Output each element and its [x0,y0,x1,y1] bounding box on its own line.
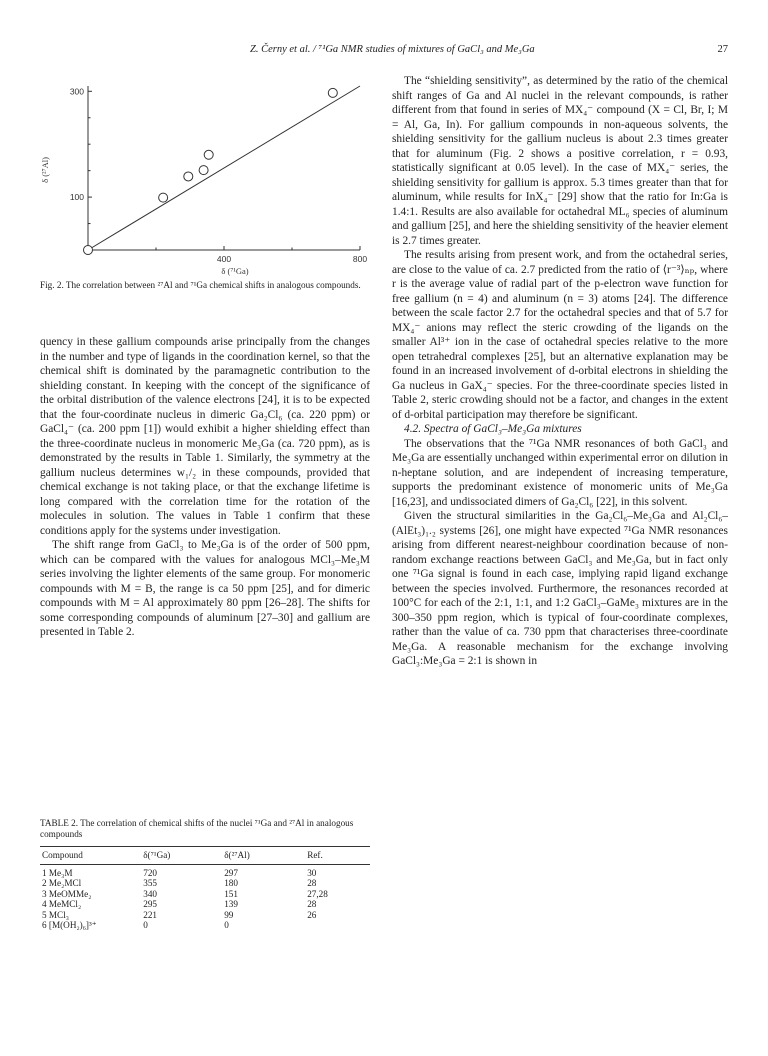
table-cell: 27,28 [307,888,328,899]
data-point [184,172,193,181]
right-paragraph-1: The “shielding sensitivity”, as determined by the ratio of the chemical shift ranges of Ga and Al nuclei in the relevant compounds, is rather different from that found in series of MX₄⁻ compound (X = Cl, Br, I; M = Al, Ga, In). For gallium compounds in non-aqueous solvents, the shielding sensitivity for the gallium nucleus is about 2.3 times greater that for aluminum (Fig. 2 shows a positive correlation, r = 0.93, statistically significant at 0.05 level). In the case of MX₄⁻ series, the shielding sensitivity for gallium is approx. 5.3 times greater than that for aluminum, while results for InX₄⁻ [29] show that the ratio for In:Ga is 1.4:1. Results are also available for octahedral ML₆ species of aluminum and gallium [25], and here the shielding sensitivity of the heavier element is 2.7 times greater. [392,75,728,247]
y-axis-label: δ (²⁷Al) [40,157,50,183]
table-cell: 28 [307,878,317,888]
correlation-chart [40,78,370,278]
table-cell: 4 MeMCl₂ [42,899,82,909]
table-cell: 355 [143,878,157,888]
column-header: Compound [42,850,83,860]
table-2 [40,818,370,934]
table-cell: 139 [224,899,238,909]
data-point [204,150,213,159]
column-header: δ(⁷¹Ga) [143,850,171,860]
table-row [40,864,370,878]
y-tick-label: 100 [69,192,84,203]
fit-line [88,86,360,250]
data-point [84,246,93,255]
table-cell: 28 [307,899,317,909]
right-paragraph-4: Given the structural similarities in the Ga₂Cl₆–Me₃Ga and Al₂Cl₆–(AlEt₃)₁.₂ systems [26], one might have expected ⁷¹Ga NMR resonances arising from different nearest-neighbour coordination because of non-random exchange reactions between GaCl₃ and Me₃Ga, but in fact only one ⁷¹Ga signal is found in each case, implying rapid ligand exchange between the species involved. Furthermore, the resonances recorded at 100°C for each of the 2:1, 1:1, and 1:2 GaCl₃–GaMe₃ mixtures are in the 300–350 ppm region, which is typical of four-coordinate complexes, rather than the value of ca. 730 ppm that characterises three-coordinate Me₃Ga. A reasonable mechanism for the exchange involving GaCl₃:Me₃Ga = 2:1 is shown in [392,510,728,667]
table-cell: 99 [224,909,234,920]
figure-caption: Fig. 2. The correlation between ²⁷Al and ⁷¹Ga chemical shifts in analogous compounds. [40,280,361,290]
table-cell: 26 [307,909,317,920]
running-title: Z. Černy et al. / ⁷¹Ga NMR studies of mixtures of GaCl₃ and Me₃Ga [250,44,535,55]
table-cell: 340 [143,888,157,899]
left-column-text [40,335,370,640]
column-header: Ref. [307,850,323,860]
left-paragraph-2: The shift range from GaCl₃ to Me₃Ga is of the order of 500 ppm, which can be compared with the values for analogous MCl₃–Me₃M series involving the lighter elements of the same group. For monomeric compounds with M = B, the range is ca 50 ppm [25], and for dimeric compounds with M = Al approximately 80 ppm [26–28]. The shifts for some corresponding compounds of aluminum [27–30] and gallium are presented in Table 2. [40,539,370,638]
table-cell: 3 MeOMMe₂ [42,888,92,899]
table-cell: 0 [143,920,148,930]
table-cell: 5 MCl₃ [42,909,69,920]
x-axis-label: δ (⁷¹Ga) [221,266,249,276]
table-row [40,889,370,900]
page-number: 27 [717,44,728,55]
data-point [159,193,168,202]
shift-table [40,846,370,934]
table-title: TABLE 2. The correlation of chemical shifts of the nuclei ⁷¹Ga and ²⁷Al in analogous compounds [40,818,354,839]
table-cell: 6 [M(OH₂)₆]³⁺ [42,920,97,930]
right-paragraph-3: The observations that the ⁷¹Ga NMR resonances of both GaCl₃ and Me₃Ga are essentially unchanged within experimental error on dilution in n-heptane solution, and are independent of increasing temperature, supports the predominant existence of monomeric units of Me₃Ga [16,23], and undissociated dimers of Ga₂Cl₆ [22], in this solvent. [392,437,728,508]
right-paragraph-2: The results arising from present work, and from the octahedral series, are close to the value of ca. 2.7 predicted from the ratio of ⟨r⁻³⟩ₙₚ, where r is the average value of radial part of the p-electron wave function for free gallium (n = 4) and aluminum (n = 3) atoms [24]. The difference between the scale factor 2.7 for the octahedral species and that of 5.7 for MX₄⁻ anions may reflect the steric crowding of the ligands on the smaller Al³⁺ ion in the case of octahedral species relative to the more open tetrahedral complexes [25], but an alternative explanation may be found in an increased involvement of d-orbital electrons in shielding the Ga nucleus in GaX₄⁻ species. For the three-coordinate species listed in Table 2, steric crowding should not be a factor, and changes in the extent of d-orbital participation may therefore be significant. [392,249,728,421]
data-point [199,166,208,175]
table-cell: 151 [224,888,238,899]
table-cell: 0 [224,920,229,930]
table-cell: 221 [143,909,157,920]
y-ticks [70,86,92,223]
table-row [40,878,370,889]
table-row [40,910,370,921]
table-cell: 30 [307,867,317,878]
x-tick-label: 400 [216,254,232,264]
running-header [40,44,728,58]
table-cell: 297 [224,867,238,878]
table-cell: 1 Me₃M [42,867,73,878]
table-row [40,899,370,910]
table-cell: 2 Me₂MCl [42,878,82,888]
table-cell: 720 [143,867,157,878]
y-tick-label: 300 [69,86,84,97]
x-tick-label: 800 [352,254,368,264]
table-cell: 295 [143,899,157,909]
figure-2 [40,78,370,313]
table-row [40,920,370,934]
data-point [328,88,337,97]
section-heading: 4.2. Spectra of GaCl₃–Me₃Ga mixtures [404,423,582,435]
right-column-text [392,74,728,669]
x-ticks [156,246,367,264]
table-cell: 180 [224,878,238,888]
column-header: δ(²⁷Al) [224,850,250,860]
table-header-row [40,847,370,865]
left-paragraph-1: quency in these gallium compounds arise principally from the changes in the number and type of ligands in the coordination kernel, so that the chemical shift is dominated by the paramagnetic contribution to the shielding constant. In keeping with the concept of the significance of the orbital distribution of the valence electrons [24], it is to be expected that the four-coordinate nucleus in dimeric Ga₂Cl₆ (ca. 220 ppm) or GaCl₄⁻ (ca. 200 ppm [1]) would exhibit a higher shielding effect than the three-coordinate nucleus in monomeric Me₃Ga (ca. 720 ppm), as is demonstrated by the results in Table 1. Similarly, the symmetry at the gallium nucleus determines w₁/₂ in these compounds, provided that chemical exchange is not taking place, or that the exchange lifetime is long compared with the correlation time for the rotation of the molecules in solution. The values in Table 1 confirm that these conditions apply for the systems under investigation. [40,336,370,537]
table-cell [305,920,370,934]
